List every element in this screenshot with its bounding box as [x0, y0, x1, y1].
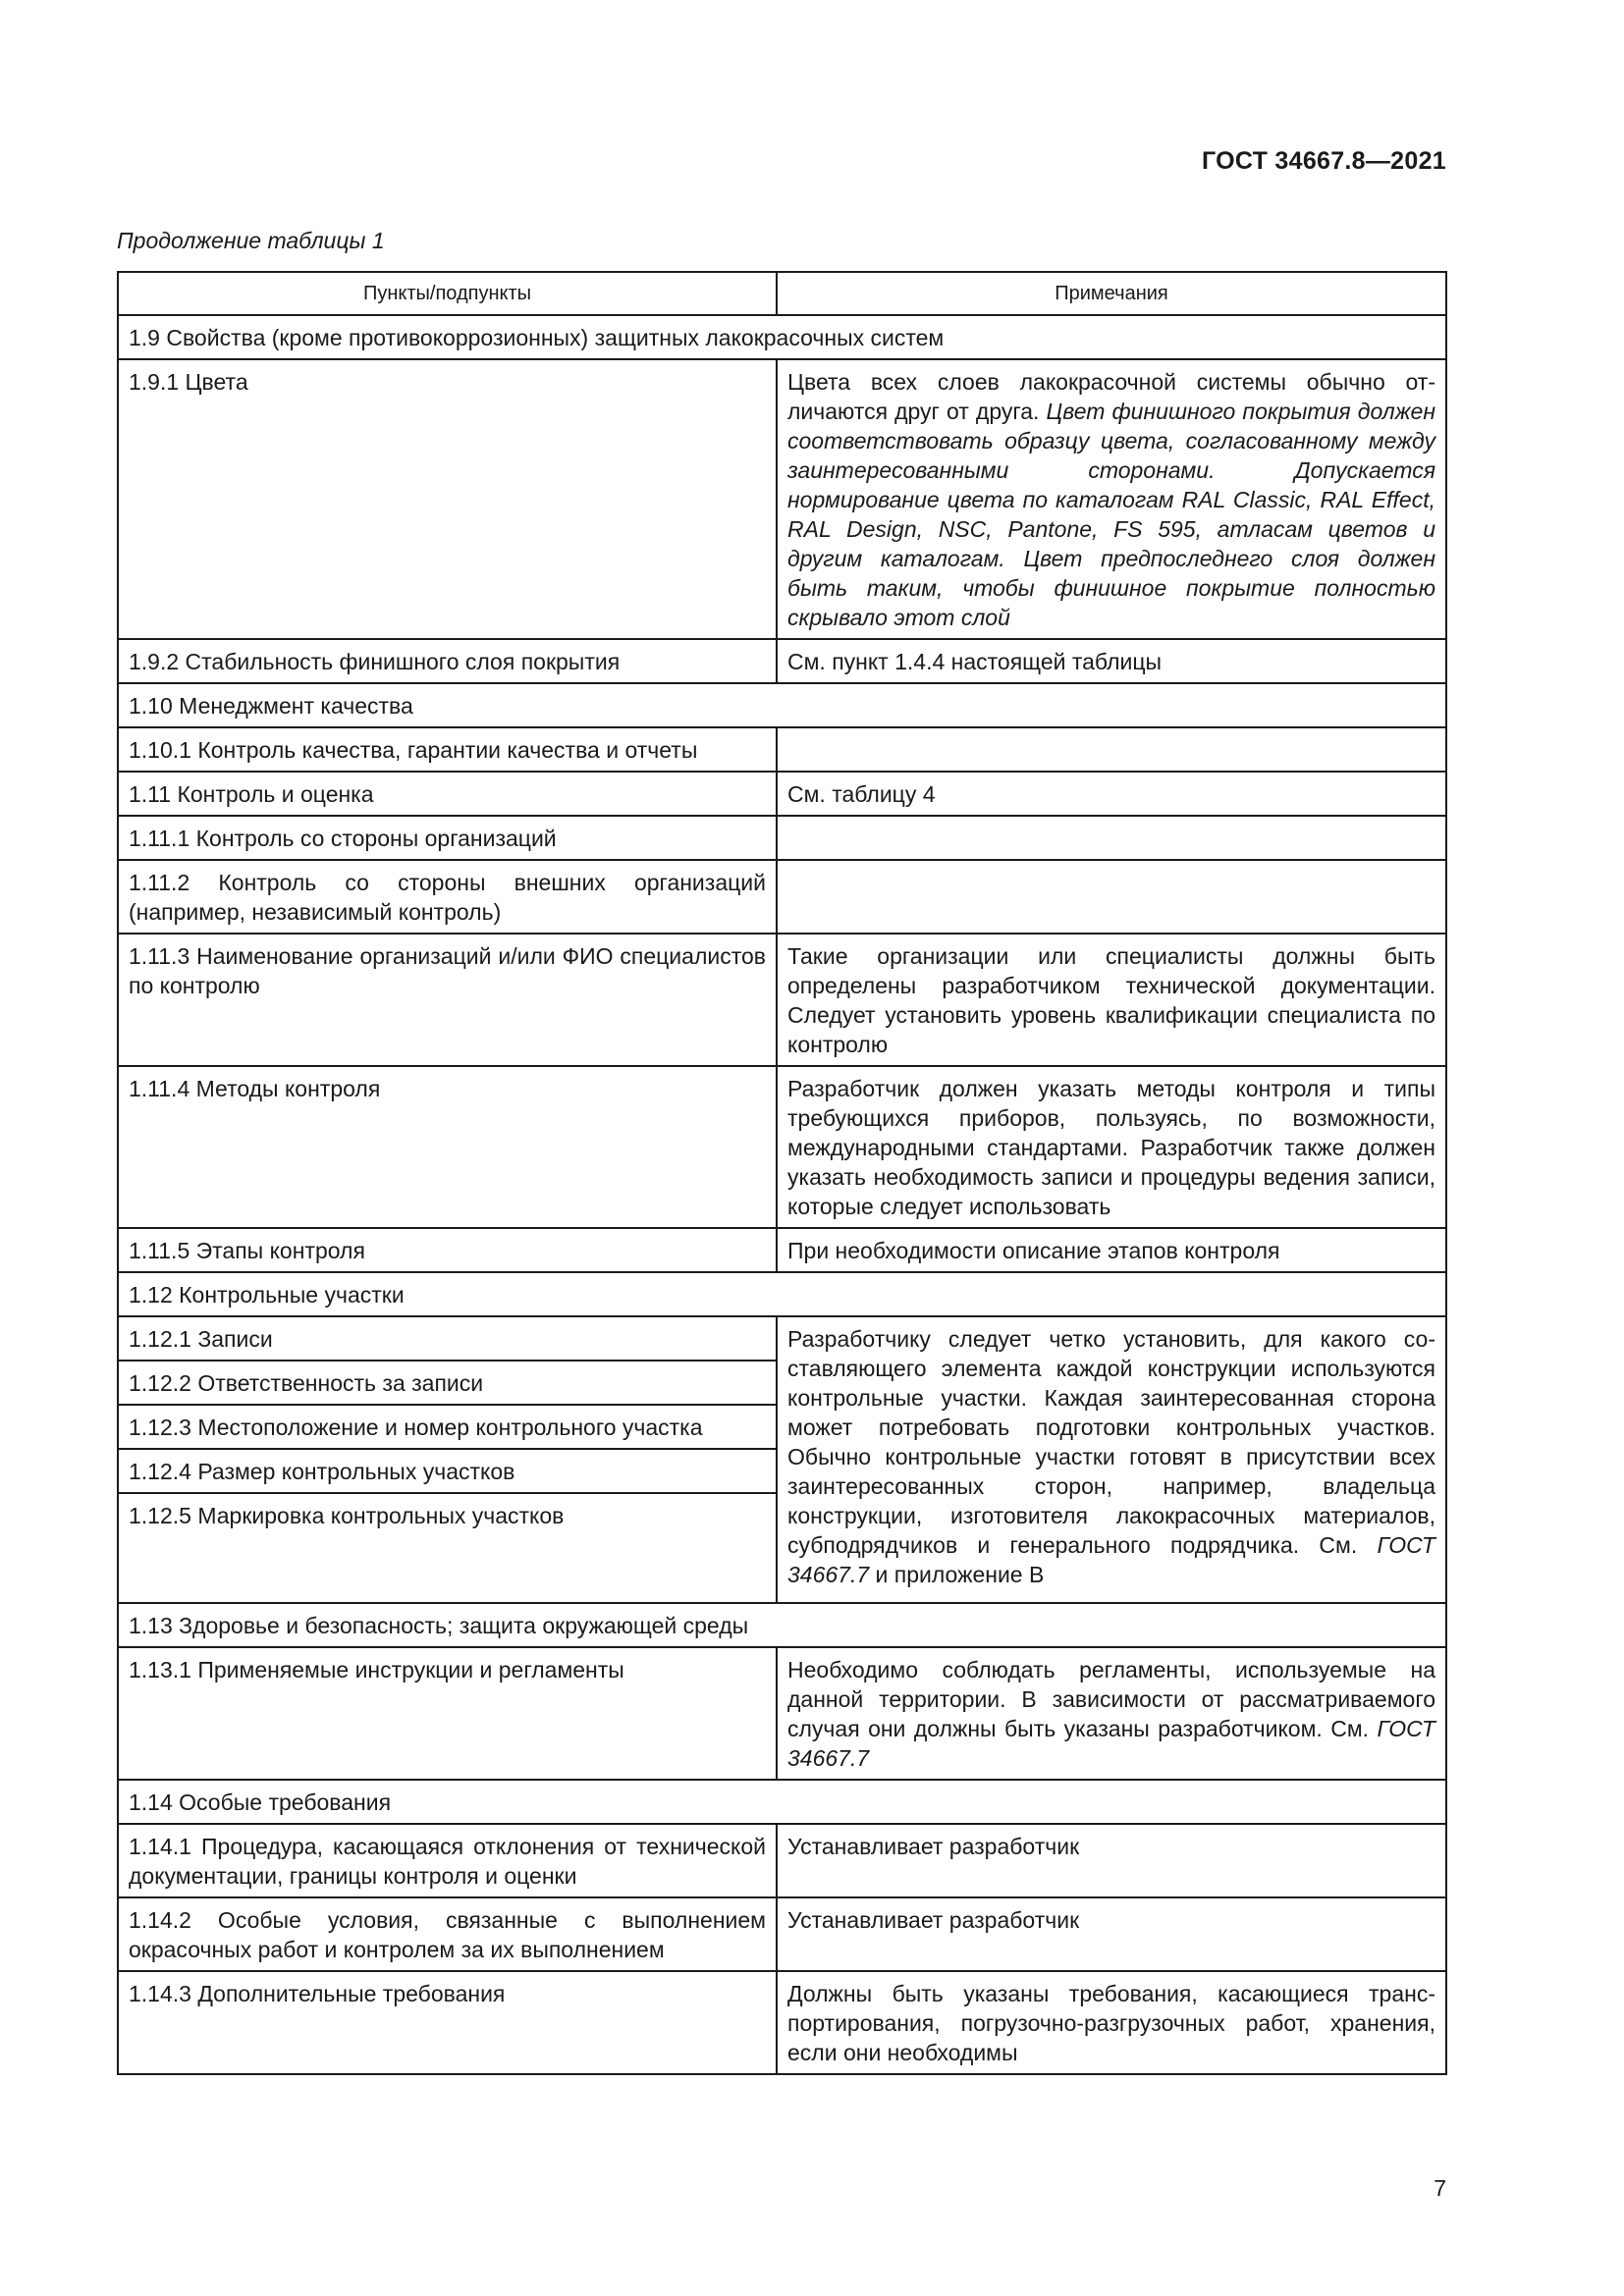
note-cell: Устанавливает разработчик: [777, 1897, 1446, 1971]
note-cell-empty: [777, 727, 1446, 772]
table-header-row: [118, 272, 1446, 315]
column-header-notes: Примечания: [777, 272, 1446, 315]
table-row: [118, 1316, 1446, 1361]
note-text: Необходимо соблюдать регламенты, используемые на данной территории. В зависимости от рассматриваемого случая они должны быть указаны разработчиком. См.: [787, 1657, 1435, 1741]
item-cell: 1.11.2 Контроль со стороны внешних организаций (например, независимый контроль): [118, 860, 777, 934]
table-caption: Продолжение таблицы 1: [117, 228, 385, 253]
section-cell: 1.9 Свойства (кроме противокоррозионных) защитных лакокрасочных систем: [118, 315, 1446, 359]
note-text-italic: Цвет финишного покрытия должен соответствовать образцу цвета, согласованному между заинтересованными сторонами. Допускается нормирование цвета по каталогам RAL Classic, RAL Effect, RAL Design, NSC, Pantone, FS 595, атласам цветов и другим каталогам. Цвет предпоследнего слоя должен быть таким, чтобы финишное покрытие полностью скрывало этот слой: [787, 399, 1435, 630]
document-code: ГОСТ 34667.8—2021: [1201, 147, 1446, 175]
section-cell: 1.14 Особые требования: [118, 1780, 1446, 1824]
table-row: [118, 1971, 1446, 2074]
item-cell: 1.11 Контроль и оценка: [118, 772, 777, 816]
section-row: [118, 315, 1446, 359]
note-cell: [777, 359, 1446, 639]
section-cell: 1.13 Здоровье и безопасность; защита окружающей среды: [118, 1603, 1446, 1647]
table-row: [118, 1824, 1446, 1897]
note-reference: ГОСТ 34667.7: [787, 1532, 1435, 1587]
item-cell: 1.11.4 Методы контроля: [118, 1066, 777, 1228]
table-row: [118, 1066, 1446, 1228]
table-row: [118, 772, 1446, 816]
item-cell: 1.10.1 Контроль качества, гарантии качества и отчеты: [118, 727, 777, 772]
note-cell: См. пункт 1.4.4 настоящей таблицы: [777, 639, 1446, 683]
note-reference: ГОСТ 34667.7: [787, 1716, 1435, 1771]
note-cell: Устанавливает разработчик: [777, 1824, 1446, 1897]
item-cell: 1.14.2 Особые условия, связанные с выполнением окрасочных работ и контролем за их выполнением: [118, 1897, 777, 1971]
item-cell: 1.12.4 Размер контрольных участков: [118, 1449, 777, 1493]
table-row: [118, 1897, 1446, 1971]
note-text: Цвета всех слоев лакокрасочной системы обычно отличаются друг от друга.: [787, 369, 1435, 424]
item-cell: 1.13.1 Применяемые инструкции и регламенты: [118, 1647, 777, 1780]
section-cell: 1.12 Контрольные участки: [118, 1272, 1446, 1316]
note-cell: Должны быть указаны требования, касающиеся транспортирования, погрузочно-разгрузочных работ, хранения, если они необходимы: [777, 1971, 1446, 2074]
item-cell: 1.12.2 Ответственность за записи: [118, 1361, 777, 1405]
table-row: [118, 1647, 1446, 1780]
note-cell: При необходимости описание этапов контроля: [777, 1228, 1446, 1272]
section-row: [118, 1272, 1446, 1316]
table-row: [118, 1228, 1446, 1272]
table-row: [118, 359, 1446, 639]
item-cell: 1.11.1 Контроль со стороны организаций: [118, 816, 777, 860]
note-cell: Разработчик должен указать методы контроля и типы требующихся приборов, пользуясь, по возможности, международными стандартами. Разработчик также должен указать необходимость записи и процедуры ведения записи, которые следует использовать: [777, 1066, 1446, 1228]
note-cell: См. таблицу 4: [777, 772, 1446, 816]
section-cell: 1.10 Менеджмент качества: [118, 683, 1446, 727]
item-cell: 1.12.1 Записи: [118, 1316, 777, 1361]
table-row: [118, 727, 1446, 772]
note-text: и приложение В: [869, 1562, 1045, 1587]
table-row: [118, 934, 1446, 1066]
note-cell-empty: [777, 816, 1446, 860]
item-cell: 1.14.1 Процедура, касающаяся отклонения от технической документации, границы контроля и оценки: [118, 1824, 777, 1897]
item-cell: 1.11.5 Этапы контроля: [118, 1228, 777, 1272]
table-row: [118, 860, 1446, 934]
item-cell: 1.9.2 Стабильность финишного слоя покрытия: [118, 639, 777, 683]
section-row: [118, 1603, 1446, 1647]
item-cell: 1.11.3 Наименование организаций и/или ФИО специалистов по контролю: [118, 934, 777, 1066]
note-cell-merged: [777, 1316, 1446, 1603]
section-row: [118, 683, 1446, 727]
requirements-table: [117, 271, 1447, 2075]
note-cell-empty: [777, 860, 1446, 934]
column-header-items: Пункты/подпункты: [118, 272, 777, 315]
table-row: [118, 816, 1446, 860]
page-number: 7: [1434, 2175, 1446, 2201]
item-cell: 1.9.1 Цвета: [118, 359, 777, 639]
item-cell: 1.14.3 Дополнительные требования: [118, 1971, 777, 2074]
item-cell: 1.12.5 Маркировка контрольных участков: [118, 1493, 777, 1603]
item-cell: 1.12.3 Местоположение и номер контрольного участка: [118, 1405, 777, 1449]
note-text: Разработчику следует четко установить, для какого составляющего элемента каждой конструкции используются контрольные участки. Каждая заинтересованная сторона может потребовать подготовки контрольных участков. Обычно контрольные участки готовят в присутствии всех заинтересованных сторон, например, владельца конструкции, изготовителя лакокрасочных материалов, субподрядчиков и генерального подрядчика. См.: [787, 1326, 1435, 1558]
section-row: [118, 1780, 1446, 1824]
table-row: [118, 639, 1446, 683]
note-cell: [777, 1647, 1446, 1780]
note-cell: Такие организации или специалисты должны быть определены разработчиком технической документации. Следует установить уровень квалификации специалиста по контролю: [777, 934, 1446, 1066]
